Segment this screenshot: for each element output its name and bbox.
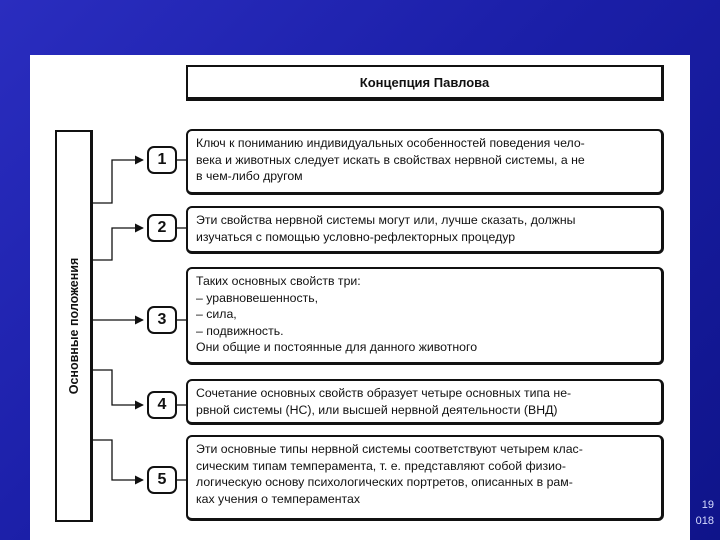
item-3-line-5: Они общие и постоянные для данного животного <box>196 340 478 354</box>
item-number-3: 3 <box>147 306 177 334</box>
item-4-line-1: Сочетание основных свойств образует четыре основных типа не- <box>196 386 572 400</box>
item-box-5 <box>186 435 664 521</box>
item-box-2 <box>186 206 664 254</box>
diagram-sheet <box>30 55 690 540</box>
side-label-box <box>55 130 93 522</box>
item-3-line-1: Таких основных свойств три: <box>196 274 361 288</box>
page-number-line-2: 018 <box>695 515 714 527</box>
item-box-3 <box>186 267 664 365</box>
item-1-line-3: в чем-либо другом <box>196 169 303 183</box>
item-number-2: 2 <box>147 214 177 242</box>
side-label-text: Основные положения <box>66 257 81 395</box>
item-5-line-4: ках учения о темпераментах <box>196 491 360 506</box>
item-5-line-2: сическим типам темперамента, т. е. представляют собой физио- <box>196 458 566 473</box>
arrow-4 <box>93 370 143 405</box>
slide-page-number <box>696 497 714 529</box>
item-2-line-1: Эти свойства нервной системы могут или, лучше сказать, должны <box>196 213 576 227</box>
item-3-line-4: – подвижность. <box>196 323 284 338</box>
item-number-5: 5 <box>147 466 177 494</box>
item-4-line-2: рвной системы (НС), или высшей нервной деятельности (ВНД) <box>196 402 558 417</box>
arrow-2 <box>93 228 143 260</box>
item-number-1: 1 <box>147 146 177 174</box>
item-3-line-3: – сила, <box>196 307 237 321</box>
item-1-line-1: Ключ к пониманию индивидуальных особенностей поведения чело- <box>196 136 585 150</box>
item-2-line-2: изучаться с помощью условно-рефлекторных процедур <box>196 229 516 244</box>
diagram-title <box>186 65 664 101</box>
item-box-4 <box>186 379 664 425</box>
item-5-line-3: логическую основу психологических портретов, описанных в рам- <box>196 475 573 489</box>
item-3-line-2: – уравновешенность, <box>196 290 319 305</box>
diagram-title-text: Концепция Павлова <box>359 74 490 90</box>
item-1-line-2: века и животных следует искать в свойствах нервной системы, а не <box>196 152 585 167</box>
item-box-1 <box>186 129 664 195</box>
item-5-line-1: Эти основные типы нервной системы соответствуют четырем клас- <box>196 442 583 456</box>
item-number-4: 4 <box>147 391 177 419</box>
arrow-1 <box>93 160 143 203</box>
arrow-5 <box>93 440 143 480</box>
page-number-line-1: 19 <box>701 499 714 511</box>
